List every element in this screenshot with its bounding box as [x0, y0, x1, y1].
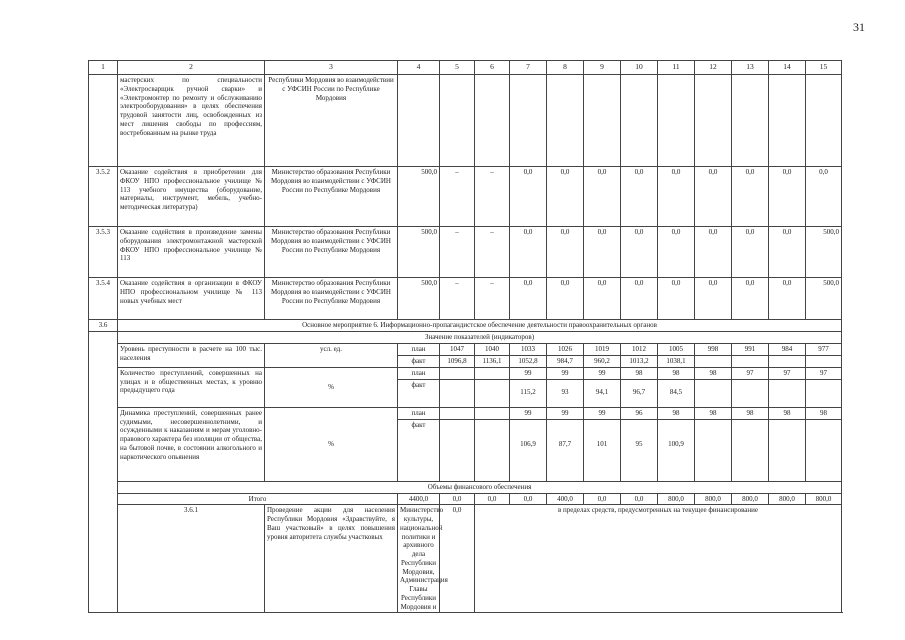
financing-note: в пределах средств, предусмотренных на текущее финансирование	[475, 505, 842, 613]
total-row: Итого 4400,0 0,0 0,0 0,0 400,0 0,0 0,0 800,0 800,0 800,0 800,0 800,0	[89, 493, 842, 505]
executor: Республики Мордовия во взаимодействии с УФСИН России по Республике Мордовия	[265, 75, 398, 167]
finance-title: Объемы финансового обеспечения	[118, 481, 842, 493]
indicator-fact-row: факт 1096,8 1136,1 1052,8 984,7 960,2 1013,2 1038,1	[89, 355, 842, 367]
indicator-name: Количество преступлений, совершенных на улицах и в общественных местах, к уровню предыдущего года	[118, 367, 265, 407]
row-number: 3.5.2	[89, 167, 118, 227]
executor: Министерство образования Республики Мордовия во взаимодействии с УФСИН России по Республике Мордовия	[265, 227, 398, 278]
indicator-plan-row: Уровень преступности в расчете на 100 тыс. населения усл. ед. план 1047 1040 1033 1026 1019 1012 1005 998 991 984 977	[89, 343, 842, 355]
section-number: 3.6	[89, 320, 118, 332]
measure-description: Оказание содействия в произведение замены оборудования электромонтажной мастерской ФКОУ НПО профессиональное училище № 113	[118, 227, 265, 278]
column-number-row	[89, 61, 842, 75]
col-11: 11	[658, 61, 695, 75]
indicator-unit: усл. ед.	[265, 343, 398, 367]
col-2: 2	[118, 61, 265, 75]
table-row	[89, 75, 842, 167]
col-1: 1	[89, 61, 118, 75]
executor: Министерство образования Республики Мордовия во взаимодействии с УФСИН России по Республике Мордовия	[265, 278, 398, 320]
measure-description: Оказание содействия в приобретении для ФКОУ НПО профессиональное училище № 113 учебного имущества (оборудование, материалы, инструмент, мебель, учебно-методическая литература)	[118, 167, 265, 227]
col-13: 13	[732, 61, 769, 75]
row-number: 3.5.3	[89, 227, 118, 278]
section-row	[89, 320, 842, 332]
col-5: 5	[440, 61, 475, 75]
total-label: Итого	[118, 493, 398, 505]
col-4: 4	[398, 61, 440, 75]
indicator-name: Динамика преступлений, совершенных ранее судимыми, несовершеннолетними, и осужденными к наказаниям и мерам уголовно-правового характера без изоляции от общества, на бытовой почве, в состоянии алкогольного и наркотического опьянения	[118, 407, 265, 481]
col-9: 9	[584, 61, 621, 75]
col-6: 6	[475, 61, 510, 75]
indicator-unit: %	[265, 367, 398, 407]
measure-description: мастерских по специальности «Электросварщик ручной сварки» и «Электромонтер по ремонту и обслуживанию электрооборудования» в целях обеспечения трудовой занятости лиц, освобожденных из мест лишения свободы по профессиям, востребованным на рынке труда	[118, 75, 265, 167]
col-10: 10	[621, 61, 658, 75]
executor: Министерство культуры, национальной политики и архивного дела Республики Мордовия, Администрация Главы Республики Мордовия и	[398, 505, 440, 613]
row-number: 3.6.1	[118, 505, 265, 613]
col-12: 12	[695, 61, 732, 75]
executor: Министерство образования Республики Мордовия во взаимодействии с УФСИН России по Республике Мордовия	[265, 167, 398, 227]
col-8: 8	[547, 61, 584, 75]
measure-description: Оказание содействия в организации в ФКОУ НПО профессиональном училище № 113 новых учебных мест	[118, 278, 265, 320]
col-7: 7	[510, 61, 547, 75]
col-15: 15	[806, 61, 842, 75]
table-row: 3.5.2 Оказание содействия в приобретении для ФКОУ НПО профессиональное училище № 113 учебного имущества (оборудование, материалы, инструмент, мебель, учебно-методическая литература) Министерство образования Республики Мордовия во взаимодействии с УФСИН России по Республике Мордовия 500,0 – – 0,0 0,0 0,0 0,0 0,0 0,0 0,0 0,0 0,0	[89, 167, 842, 227]
row-number: 3.5.4	[89, 278, 118, 320]
measure-description: Проведение акции для населения Республики Мордовия «Здравствуйте, я Ваш участковый» в целях повышения уровня авторитета службы участковых	[265, 505, 398, 613]
program-table	[88, 60, 842, 613]
col-14: 14	[769, 61, 806, 75]
table-row: 3.5.3 Оказание содействия в произведение замены оборудования электромонтажной мастерской ФКОУ НПО профессиональное училище № 113 Министерство образования Республики Мордовия во взаимодействии с УФСИН России по Республике Мордовия 500,0 – – 0,0 0,0 0,0 0,0 0,0 0,0 0,0 0,0 500,0	[89, 227, 842, 278]
indicator-name: Уровень преступности в расчете на 100 тыс. населения	[118, 343, 265, 367]
indicators-title: Значение показателей (индикаторов)	[118, 332, 842, 344]
table-row: 3.6.1 Проведение акции для населения Республики Мордовия «Здравствуйте, я Ваш участковый» в целях повышения уровня авторитета службы участковых Министерство культуры, национальной политики и архивного дела Республики Мордовия, Администрация Главы Республики Мордовия и 0,0 в пределах средств, предусмотренных на текущее финансирование	[89, 505, 842, 613]
indicator-unit: %	[265, 407, 398, 481]
col-3: 3	[265, 61, 398, 75]
section-title: Основное мероприятие 6. Информационно-пропагандистское обеспечение деятельности правоохранительных органов	[118, 320, 842, 332]
indicator-plan-row: Количество преступлений, совершенных на улицах и в общественных местах, к уровню предыдущего года % план 99 99 99 98 98 98 97 97 97	[89, 367, 842, 379]
page-number: 31	[853, 20, 865, 34]
table-row: 3.5.4 Оказание содействия в организации в ФКОУ НПО профессиональном училище № 113 новых учебных мест Министерство образования Республики Мордовия во взаимодействии с УФСИН России по Республике Мордовия 500,0 – – 0,0 0,0 0,0 0,0 0,0 0,0 0,0 0,0 500,0	[89, 278, 842, 320]
indicator-fact-row: факт 115,2 93 94,1 96,7 84,5	[89, 379, 842, 407]
indicator-plan-row: Динамика преступлений, совершенных ранее судимыми, несовершеннолетними, и осужденными к наказаниям и мерам уголовно-правового характера без изоляции от общества, на бытовой почве, в состоянии алкогольного и наркотического опьянения % план 99 99 99 96 98 98 98 98 98	[89, 407, 842, 419]
indicator-fact-row: факт 106,9 87,7 101 95 100,9	[89, 419, 842, 481]
